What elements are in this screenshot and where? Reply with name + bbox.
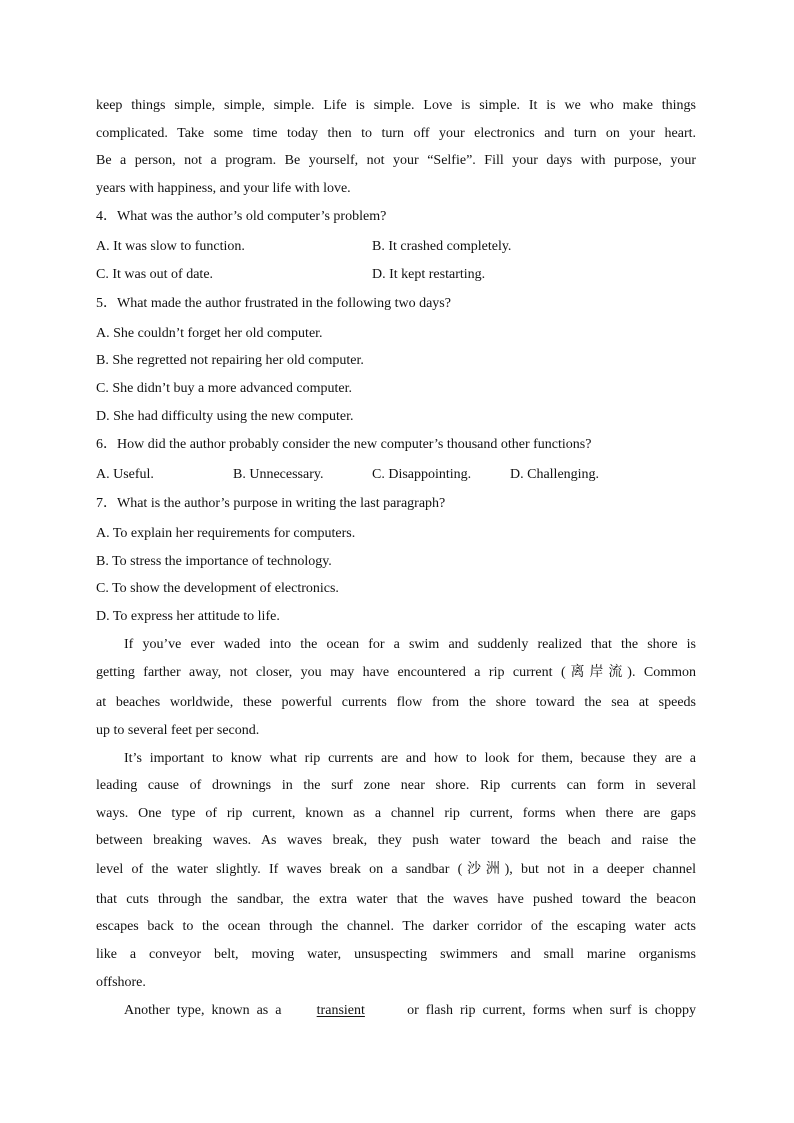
passage-text: or flash rip current, forms when surf is choppy (400, 1003, 696, 1018)
passage-line: between breaking waves. As waves break, they push water toward the beach and raise the (96, 833, 696, 848)
option-d: D. She had difficulty using the new computer. (96, 409, 354, 424)
passage-line: ways. One type of rip current, known as a channel rip current, forms when there are gaps (96, 806, 696, 821)
option-c: C. It was out of date. (96, 267, 214, 282)
passage-line: up to several feet per second. (96, 723, 260, 738)
option-b: B. To stress the importance of technology. (96, 554, 332, 569)
question-stem: 5．What made the author frustrated in the following two days? (96, 296, 451, 311)
passage-line (124, 1002, 696, 1020)
option-b: B. Unnecessary. (233, 467, 324, 482)
option-a: A. Useful. (96, 467, 154, 482)
passage-line: keep things simple, simple, simple. Life is simple. Love is simple. It is we who make things (96, 98, 696, 113)
passage-line: escapes back to the ocean through the channel. The darker corridor of the escaping water acts (96, 919, 696, 934)
option-c: C. Disappointing. (372, 467, 472, 482)
passage-line: level of the water slightly. If waves break on a sandbar (沙洲), but not in a deeper channel (96, 862, 696, 877)
option-b: B. It crashed completely. (372, 239, 512, 254)
passage-line: leading cause of drownings in the surf zone near shore. Rip currents can form in several (96, 778, 696, 793)
option-a: A. It was slow to function. (96, 239, 245, 254)
underlined-word: transient (316, 1003, 365, 1018)
passage-line: like a conveyor belt, moving water, unsuspecting swimmers and small marine organisms (96, 947, 696, 962)
passage-line: It’s important to know what rip currents are and how to look for them, because they are a (124, 751, 696, 766)
passage-line: If you’ve ever waded into the ocean for a swim and suddenly realized that the shore is (124, 637, 696, 652)
passage-line: offshore. (96, 975, 146, 990)
option-a: A. To explain her requirements for computers. (96, 526, 356, 541)
option-b: B. She regretted not repairing her old computer. (96, 353, 364, 368)
question-stem: 6．How did the author probably consider the new computer’s thousand other functions? (96, 437, 592, 452)
passage-line: at beaches worldwide, these powerful currents flow from the shore toward the sea at speeds (96, 695, 696, 710)
option-d: D. Challenging. (510, 467, 600, 482)
passage-text: Another type, known as a (124, 1003, 282, 1018)
question-stem: 4．What was the author’s old computer’s problem? (96, 209, 387, 224)
option-d: D. It kept restarting. (372, 267, 486, 282)
option-d: D. To express her attitude to life. (96, 609, 280, 624)
passage-line: getting farther away, not closer, you may have encountered a rip current (离岸流). Common (96, 665, 696, 680)
question-stem: 7．What is the author’s purpose in writing the last paragraph? (96, 496, 446, 511)
passage-line: years with happiness, and your life with love. (96, 181, 351, 196)
option-c: C. She didn’t buy a more advanced computer. (96, 381, 352, 396)
option-a: A. She couldn’t forget her old computer. (96, 326, 323, 341)
passage-line: complicated. Take some time today then to turn off your electronics and turn on your heart. (96, 126, 696, 141)
passage-line: Be a person, not a program. Be yourself, not your “Selfie”. Fill your days with purpose, your (96, 153, 696, 168)
option-c: C. To show the development of electronics. (96, 581, 339, 596)
passage-line: that cuts through the sandbar, the extra water that the waves have pushed toward the beacon (96, 892, 696, 907)
